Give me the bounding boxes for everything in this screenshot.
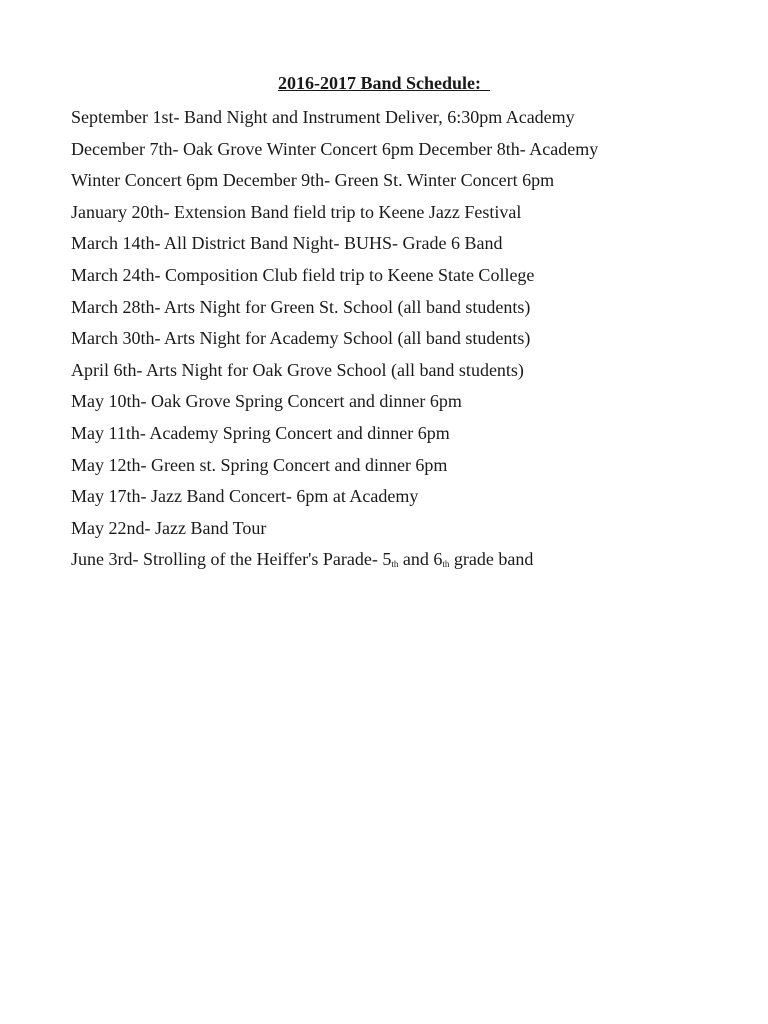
schedule-line: December 7th- Oak Grove Winter Concert 6pm December 8th- Academy [71,138,599,159]
line-text: June 3rd- Strolling of the Heiffer's Parade- 5 [71,549,392,570]
schedule-line: May 11th- Academy Spring Concert and dinner 6pm [71,422,450,443]
schedule-line: May 12th- Green st. Spring Concert and dinner 6pm [71,454,448,475]
schedule-line: May 22nd- Jazz Band Tour [71,517,267,538]
schedule-line: March 24th- Composition Club field trip to Keene State College [71,264,535,285]
schedule-line: January 20th- Extension Band field trip to Keene Jazz Festival [71,201,522,222]
schedule-line: May 10th- Oak Grove Spring Concert and dinner 6pm [71,391,462,412]
schedule-line: Winter Concert 6pm December 9th- Green St. Winter Concert 6pm [71,170,555,191]
schedule-line-last [71,546,751,578]
schedule-line: March 14th- All District Band Night- BUHS- Grade 6 Band [71,233,503,254]
schedule-line: March 30th- Arts Night for Academy School (all band students) [71,328,531,349]
schedule-line: March 28th- Arts Night for Green St. School (all band students) [71,296,531,317]
line-text: and 6 [398,549,443,570]
ordinal-suffix: th [391,559,399,570]
line-text: grade band [449,549,534,570]
ordinal-suffix: th [442,559,450,570]
schedule-line: April 6th- Arts Night for Oak Grove School (all band students) [71,359,524,380]
schedule-list [71,104,751,578]
document-title: 2016-2017 Band Schedule: [277,73,491,93]
schedule-line: September 1st- Band Night and Instrument Deliver, 6:30pm Academy [71,107,575,127]
schedule-line: May 17th- Jazz Band Concert- 6pm at Academy [71,486,419,507]
